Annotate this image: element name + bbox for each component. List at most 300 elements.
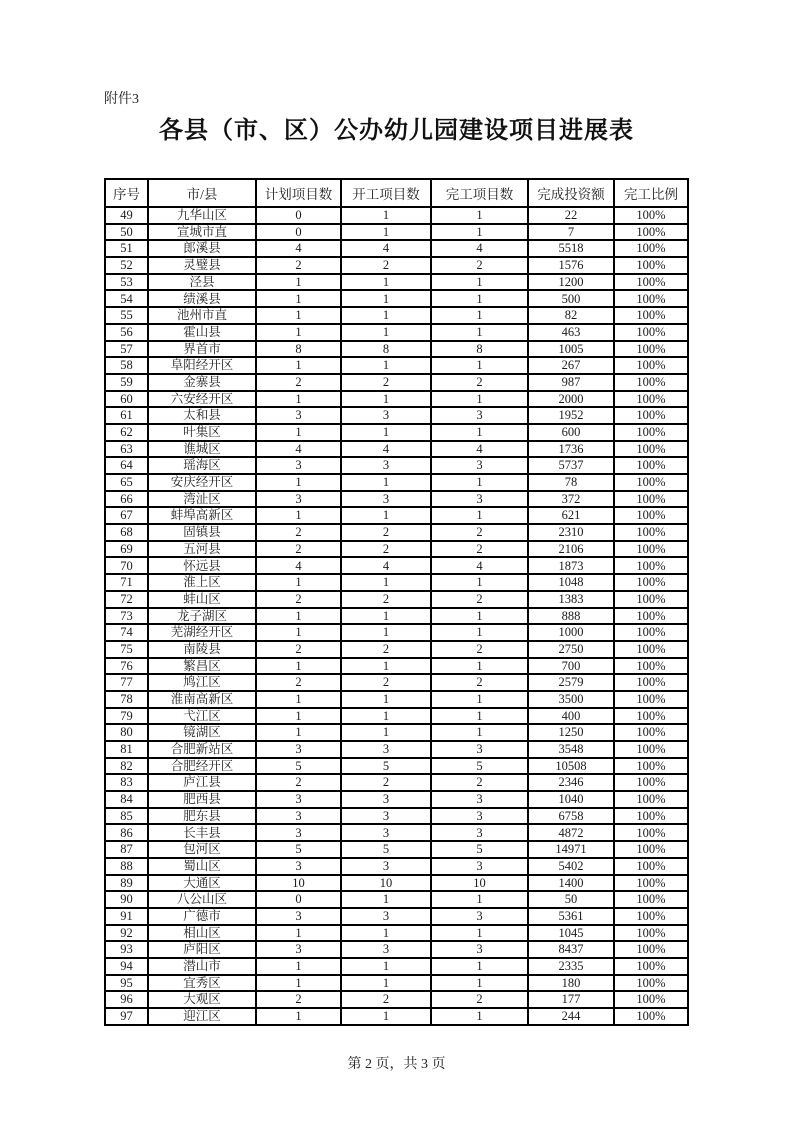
table-cell: 1	[341, 624, 431, 641]
table-cell: 4	[431, 240, 528, 257]
table-cell: 2106	[528, 541, 614, 558]
table-cell: 3	[431, 824, 528, 841]
table-cell: 3	[431, 858, 528, 875]
table-cell: 64	[105, 457, 148, 474]
table-cell: 83	[105, 774, 148, 791]
table-cell: 96	[105, 991, 148, 1008]
table-cell: 100%	[614, 557, 688, 574]
table-cell: 100%	[614, 257, 688, 274]
table-cell: 3	[256, 858, 341, 875]
table-cell: 1	[431, 274, 528, 291]
table-cell: 100%	[614, 274, 688, 291]
table-cell: 1952	[528, 407, 614, 424]
table-cell: 85	[105, 808, 148, 825]
table-row	[105, 207, 688, 224]
table-cell: 0	[256, 224, 341, 241]
table-cell: 2	[256, 374, 341, 391]
table-cell: 1	[431, 691, 528, 708]
table-cell: 蜀山区	[148, 858, 256, 875]
table-cell: 湾沚区	[148, 491, 256, 508]
table-cell: 2750	[528, 641, 614, 658]
table-cell: 1	[256, 658, 341, 675]
table-cell: 1576	[528, 257, 614, 274]
table-cell: 2	[256, 524, 341, 541]
table-cell: 10	[431, 875, 528, 892]
table-cell: 87	[105, 841, 148, 858]
table-cell: 53	[105, 274, 148, 291]
table-cell: 55	[105, 307, 148, 324]
table-row	[105, 608, 688, 625]
table-cell: 1	[256, 958, 341, 975]
table-cell: 78	[528, 474, 614, 491]
table-cell: 2310	[528, 524, 614, 541]
table-cell: 合肥经开区	[148, 758, 256, 775]
table-row	[105, 958, 688, 975]
table-cell: 1	[431, 975, 528, 992]
table-cell: 67	[105, 507, 148, 524]
table-cell: 1	[431, 290, 528, 307]
table-cell: 1	[256, 391, 341, 408]
table-cell: 2	[256, 774, 341, 791]
table-cell: 1	[341, 207, 431, 224]
table-cell: 89	[105, 875, 148, 892]
table-cell: 肥西县	[148, 791, 256, 808]
table-cell: 72	[105, 591, 148, 608]
table-cell: 3	[256, 824, 341, 841]
table-cell: 58	[105, 357, 148, 374]
table-cell: 1	[256, 507, 341, 524]
table-cell: 1	[341, 1008, 431, 1025]
table-cell: 92	[105, 925, 148, 942]
table-cell: 4	[256, 441, 341, 458]
table-row	[105, 240, 688, 257]
table-cell: 68	[105, 524, 148, 541]
table-cell: 固镇县	[148, 524, 256, 541]
table-cell: 1005	[528, 341, 614, 358]
table-cell: 1	[256, 975, 341, 992]
table-cell: 8	[431, 341, 528, 358]
table-cell: 5518	[528, 240, 614, 257]
table-cell: 相山区	[148, 925, 256, 942]
table-cell: 3	[256, 457, 341, 474]
table-cell: 177	[528, 991, 614, 1008]
table-row	[105, 891, 688, 908]
table-cell: 244	[528, 1008, 614, 1025]
table-cell: 100%	[614, 658, 688, 675]
table-cell: 2	[431, 641, 528, 658]
table-cell: 阜阳经开区	[148, 357, 256, 374]
table-cell: 3	[256, 741, 341, 758]
table-cell: 3	[431, 908, 528, 925]
table-cell: 3	[256, 407, 341, 424]
table-cell: 100%	[614, 791, 688, 808]
page-title: 各县（市、区）公办幼儿园建设项目进展表	[159, 118, 634, 144]
table-cell: 2	[431, 524, 528, 541]
table-cell: 1	[256, 608, 341, 625]
table-cell: 1	[431, 207, 528, 224]
table-cell: 界首市	[148, 341, 256, 358]
table-row	[105, 975, 688, 992]
table-row	[105, 1008, 688, 1025]
table-cell: 1	[431, 307, 528, 324]
table-header-row	[105, 179, 688, 207]
table-cell: 100%	[614, 925, 688, 942]
table-row	[105, 290, 688, 307]
table-cell: 1	[256, 324, 341, 341]
table-row	[105, 741, 688, 758]
page-number-footer: 第 2 页，共 3 页	[347, 1057, 446, 1072]
table-row	[105, 224, 688, 241]
table-cell: 52	[105, 257, 148, 274]
table-cell: 62	[105, 424, 148, 441]
table-row	[105, 507, 688, 524]
table-row	[105, 925, 688, 942]
table-cell: 88	[105, 858, 148, 875]
table-cell: 400	[528, 708, 614, 725]
table-cell: 1	[431, 925, 528, 942]
table-cell: 100%	[614, 758, 688, 775]
table-cell: 灵璧县	[148, 257, 256, 274]
table-cell: 100%	[614, 624, 688, 641]
table-row	[105, 557, 688, 574]
table-cell: 100%	[614, 975, 688, 992]
table-cell: 100%	[614, 457, 688, 474]
table-cell: 1	[256, 474, 341, 491]
table-cell: 1	[256, 724, 341, 741]
table-cell: 100%	[614, 824, 688, 841]
table-cell: 1	[431, 658, 528, 675]
table-cell: 1	[341, 574, 431, 591]
table-cell: 1873	[528, 557, 614, 574]
table-cell: 3	[431, 941, 528, 958]
table-cell: 1	[341, 424, 431, 441]
table-row	[105, 374, 688, 391]
table-cell: 1	[341, 474, 431, 491]
table-row	[105, 541, 688, 558]
table-cell: 60	[105, 391, 148, 408]
table-cell: 56	[105, 324, 148, 341]
table-cell: 3	[341, 858, 431, 875]
table-cell: 2	[341, 641, 431, 658]
table-cell: 71	[105, 574, 148, 591]
table-cell: 3	[341, 741, 431, 758]
table-cell: 2	[341, 524, 431, 541]
table-header-cell: 计划项目数	[256, 179, 341, 207]
table-cell: 5	[256, 758, 341, 775]
table-cell: 1	[431, 357, 528, 374]
table-cell: 1	[341, 691, 431, 708]
table-cell: 大通区	[148, 875, 256, 892]
table-cell: 池州市直	[148, 307, 256, 324]
table-cell: 3500	[528, 691, 614, 708]
table-cell: 1	[431, 391, 528, 408]
table-cell: 14971	[528, 841, 614, 858]
table-cell: 1045	[528, 925, 614, 942]
table-row	[105, 791, 688, 808]
table-cell: 100%	[614, 357, 688, 374]
table-cell: 4	[431, 441, 528, 458]
table-row	[105, 991, 688, 1008]
table-cell: 1	[256, 307, 341, 324]
table-cell: 1	[256, 357, 341, 374]
table-cell: 10	[341, 875, 431, 892]
table-cell: 弋江区	[148, 708, 256, 725]
table-cell: 100%	[614, 875, 688, 892]
table-cell: 4872	[528, 824, 614, 841]
table-cell: 2	[256, 674, 341, 691]
table-cell: 49	[105, 207, 148, 224]
table-cell: 2	[256, 641, 341, 658]
table-row	[105, 524, 688, 541]
table-row	[105, 407, 688, 424]
table-cell: 1	[431, 507, 528, 524]
table-cell: 2	[341, 674, 431, 691]
table-cell: 100%	[614, 374, 688, 391]
table-cell: 7	[528, 224, 614, 241]
table-cell: 100%	[614, 991, 688, 1008]
table-row	[105, 441, 688, 458]
table-row	[105, 491, 688, 508]
table-cell: 50	[105, 224, 148, 241]
table-cell: 2	[341, 257, 431, 274]
table-cell: 100%	[614, 574, 688, 591]
table-cell: 621	[528, 507, 614, 524]
table-cell: 95	[105, 975, 148, 992]
table-cell: 8437	[528, 941, 614, 958]
table-row	[105, 341, 688, 358]
attachment-label: 附件3	[104, 92, 139, 107]
table-cell: 90	[105, 891, 148, 908]
table-cell: 3	[341, 457, 431, 474]
table-cell: 8	[341, 341, 431, 358]
table-cell: 6758	[528, 808, 614, 825]
table-row	[105, 674, 688, 691]
table-cell: 100%	[614, 424, 688, 441]
table-cell: 1	[341, 708, 431, 725]
table-cell: 3	[341, 791, 431, 808]
table-cell: 1	[341, 958, 431, 975]
table-cell: 100%	[614, 491, 688, 508]
table-row	[105, 941, 688, 958]
table-cell: 100%	[614, 841, 688, 858]
table-cell: 3	[431, 808, 528, 825]
table-cell: 1	[341, 608, 431, 625]
table-cell: 100%	[614, 324, 688, 341]
table-cell: 1250	[528, 724, 614, 741]
table-cell: 1	[256, 424, 341, 441]
table-row	[105, 591, 688, 608]
table-cell: 3	[341, 808, 431, 825]
table-cell: 600	[528, 424, 614, 441]
table-cell: 1	[256, 274, 341, 291]
table-cell: 叶集区	[148, 424, 256, 441]
table-cell: 2	[341, 591, 431, 608]
table-cell: 迎江区	[148, 1008, 256, 1025]
table-cell: 1400	[528, 875, 614, 892]
table-cell: 3	[431, 407, 528, 424]
table-cell: 1	[341, 724, 431, 741]
table-cell: 50	[528, 891, 614, 908]
table-cell: 93	[105, 941, 148, 958]
table-cell: 宣城市直	[148, 224, 256, 241]
table-row	[105, 391, 688, 408]
table-cell: 3	[256, 941, 341, 958]
table-cell: 1200	[528, 274, 614, 291]
table-cell: 100%	[614, 741, 688, 758]
table-cell: 8	[256, 341, 341, 358]
table-cell: 1	[341, 391, 431, 408]
table-header-cell: 序号	[105, 179, 148, 207]
table-cell: 1	[256, 624, 341, 641]
table-cell: 1048	[528, 574, 614, 591]
table-cell: 100%	[614, 541, 688, 558]
table-cell: 100%	[614, 207, 688, 224]
table-cell: 2	[341, 774, 431, 791]
table-cell: 1	[431, 608, 528, 625]
table-cell: 太和县	[148, 407, 256, 424]
table-row	[105, 574, 688, 591]
table-header-cell: 完工比例	[614, 179, 688, 207]
table-cell: 绩溪县	[148, 290, 256, 307]
table-cell: 100%	[614, 641, 688, 658]
table-cell: 69	[105, 541, 148, 558]
table-cell: 100%	[614, 908, 688, 925]
table-cell: 淮上区	[148, 574, 256, 591]
table-cell: 蚌埠高新区	[148, 507, 256, 524]
table-cell: 86	[105, 824, 148, 841]
table-cell: 九华山区	[148, 207, 256, 224]
table-cell: 100%	[614, 507, 688, 524]
table-cell: 南陵县	[148, 641, 256, 658]
table-cell: 大观区	[148, 991, 256, 1008]
table-row	[105, 257, 688, 274]
table-cell: 1	[341, 925, 431, 942]
table-row	[105, 274, 688, 291]
table-cell: 1	[341, 224, 431, 241]
table-cell: 5	[341, 758, 431, 775]
table-cell: 1	[341, 290, 431, 307]
table-cell: 1	[256, 290, 341, 307]
table-cell: 1	[341, 274, 431, 291]
table-cell: 5	[431, 758, 528, 775]
table-cell: 100%	[614, 958, 688, 975]
table-cell: 3	[341, 491, 431, 508]
table-cell: 淮南高新区	[148, 691, 256, 708]
table-cell: 3	[431, 791, 528, 808]
table-cell: 91	[105, 908, 148, 925]
table-cell: 1	[341, 507, 431, 524]
table-cell: 庐江县	[148, 774, 256, 791]
table-body	[105, 207, 688, 1025]
table-cell: 81	[105, 741, 148, 758]
table-cell: 84	[105, 791, 148, 808]
table-cell: 2	[256, 591, 341, 608]
table-cell: 4	[341, 240, 431, 257]
table-cell: 987	[528, 374, 614, 391]
table-cell: 180	[528, 975, 614, 992]
table-cell: 94	[105, 958, 148, 975]
table-cell: 372	[528, 491, 614, 508]
table-cell: 霍山县	[148, 324, 256, 341]
table-cell: 合肥新站区	[148, 741, 256, 758]
table-cell: 3	[256, 808, 341, 825]
table-cell: 3	[256, 908, 341, 925]
table-row	[105, 691, 688, 708]
table-row	[105, 641, 688, 658]
table-cell: 63	[105, 441, 148, 458]
table-cell: 庐阳区	[148, 941, 256, 958]
table-cell: 1	[431, 708, 528, 725]
table-cell: 金寨县	[148, 374, 256, 391]
table-cell: 1000	[528, 624, 614, 641]
table-cell: 267	[528, 357, 614, 374]
table-row	[105, 858, 688, 875]
table-cell: 463	[528, 324, 614, 341]
table-row	[105, 758, 688, 775]
table-cell: 2	[341, 541, 431, 558]
table-cell: 82	[105, 758, 148, 775]
table-cell: 3	[341, 824, 431, 841]
table-header-cell: 市/县	[148, 179, 256, 207]
table-cell: 1383	[528, 591, 614, 608]
table-row	[105, 774, 688, 791]
table-row	[105, 624, 688, 641]
table-cell: 安庆经开区	[148, 474, 256, 491]
table-cell: 谯城区	[148, 441, 256, 458]
table-cell: 鸠江区	[148, 674, 256, 691]
table-cell: 97	[105, 1008, 148, 1025]
table-header-cell: 完工项目数	[431, 179, 528, 207]
table-cell: 2	[256, 991, 341, 1008]
table-row	[105, 474, 688, 491]
table-cell: 100%	[614, 1008, 688, 1025]
table-row	[105, 841, 688, 858]
table-cell: 六安经开区	[148, 391, 256, 408]
table-cell: 肥东县	[148, 808, 256, 825]
table-cell: 长丰县	[148, 824, 256, 841]
table-cell: 1	[341, 324, 431, 341]
table-cell: 1	[431, 224, 528, 241]
table-cell: 57	[105, 341, 148, 358]
table-cell: 5	[431, 841, 528, 858]
table-cell: 1	[256, 691, 341, 708]
table-cell: 2	[431, 674, 528, 691]
table-cell: 100%	[614, 608, 688, 625]
table-cell: 2	[431, 541, 528, 558]
table-header-cell: 完成投资额	[528, 179, 614, 207]
table-cell: 蚌山区	[148, 591, 256, 608]
table-cell: 郎溪县	[148, 240, 256, 257]
table-cell: 10508	[528, 758, 614, 775]
table-cell: 5737	[528, 457, 614, 474]
table-cell: 3	[341, 407, 431, 424]
table-cell: 5	[256, 841, 341, 858]
table-cell: 3	[341, 908, 431, 925]
table-cell: 2	[256, 257, 341, 274]
table-cell: 100%	[614, 674, 688, 691]
table-cell: 2	[341, 991, 431, 1008]
table-cell: 2	[431, 257, 528, 274]
table-cell: 1040	[528, 791, 614, 808]
table-cell: 5402	[528, 858, 614, 875]
table-cell: 3	[256, 791, 341, 808]
table-cell: 3548	[528, 741, 614, 758]
table-cell: 22	[528, 207, 614, 224]
table-cell: 1	[256, 574, 341, 591]
table-cell: 2335	[528, 958, 614, 975]
table-row	[105, 824, 688, 841]
table-cell: 2	[431, 991, 528, 1008]
